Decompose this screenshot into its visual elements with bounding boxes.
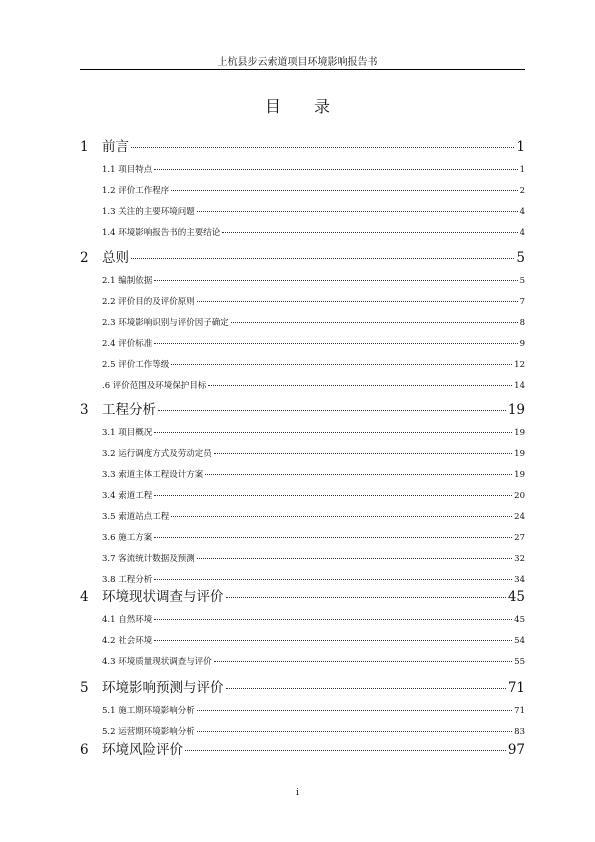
dot-leader: [208, 385, 512, 386]
section-page-number: 34: [514, 575, 525, 585]
section-title: 2.4 评价标准: [102, 339, 153, 349]
toc-chapter-entry[interactable]: [80, 738, 525, 758]
section-title: 1.2 评价工作程序: [102, 186, 170, 196]
toc-section-entry[interactable]: [80, 205, 525, 217]
chapter-title: 环境现状调查与评价: [102, 589, 224, 605]
section-title: 3.1 项目概况: [102, 428, 153, 438]
section-title: 3.5 索道站点工程: [102, 512, 170, 522]
chapter-title: 总则: [102, 250, 129, 266]
section-page-number: 19: [514, 449, 525, 459]
chapter-title: 工程分析: [102, 402, 156, 418]
toc-section-entry[interactable]: [80, 295, 525, 307]
section-page-number: 8: [519, 318, 525, 328]
toc-section-entry[interactable]: [80, 447, 525, 459]
section-title: 2.1 编制依据: [102, 276, 153, 286]
page-number: i: [296, 788, 299, 798]
toc-section-entry[interactable]: [80, 226, 525, 238]
toc-section-entry[interactable]: [80, 613, 525, 625]
dot-leader: [205, 474, 512, 475]
toc-chapter-entry[interactable]: [80, 398, 525, 418]
section-title: .6 评价范围及环境保护目标: [102, 381, 207, 391]
chapter-number: 2: [80, 250, 89, 266]
toc-section-entry[interactable]: [80, 316, 525, 328]
toc-section-entry[interactable]: [80, 573, 525, 585]
dot-leader: [154, 537, 512, 538]
section-page-number: 19: [514, 470, 525, 480]
dot-leader: [131, 147, 514, 148]
section-page-number: 9: [519, 339, 525, 349]
section-page-number: 7: [519, 297, 525, 307]
dot-leader: [131, 258, 514, 259]
section-page-number: 5: [519, 276, 525, 286]
section-page-number: 12: [514, 360, 525, 370]
toc-chapter-entry[interactable]: [80, 676, 525, 696]
section-title: 3.4 索道工程: [102, 491, 153, 501]
section-title: 3.8 工程分析: [102, 575, 153, 585]
dot-leader: [154, 640, 512, 641]
toc-section-entry[interactable]: [80, 704, 525, 716]
dot-leader: [171, 516, 512, 517]
chapter-title: 环境影响预测与评价: [102, 680, 224, 696]
toc-chapter-entry[interactable]: [80, 135, 525, 155]
chapter-title: 环境风险评价: [102, 742, 183, 758]
chapter-page-number: 45: [507, 589, 525, 605]
section-page-number: 14: [514, 381, 525, 391]
dot-leader: [171, 364, 512, 365]
toc-chapter-entry[interactable]: [80, 246, 525, 266]
section-title: 5.1 施工期环境影响分析: [102, 706, 195, 716]
section-page-number: 71: [514, 706, 525, 716]
section-page-number: 55: [514, 657, 525, 667]
dot-leader: [197, 558, 512, 559]
chapter-page-number: 71: [507, 680, 525, 696]
section-title: 1.3 关注的主要环境问题: [102, 207, 195, 217]
section-title: 2.5 评价工作等级: [102, 360, 170, 370]
chapter-number: 1: [80, 139, 89, 155]
section-page-number: 4: [519, 228, 525, 238]
dot-leader: [231, 322, 518, 323]
dot-leader: [154, 343, 517, 344]
dot-leader: [197, 731, 512, 732]
toc-section-entry[interactable]: [80, 337, 525, 349]
running-header: 上杭县步云索道项目环境影响报告书: [217, 57, 378, 68]
section-title: 3.7 客流统计数据及预测: [102, 554, 195, 564]
header-rule: [80, 69, 525, 70]
section-page-number: 45: [514, 615, 525, 625]
toc-section-entry[interactable]: [80, 655, 525, 667]
section-title: 1.1 项目特点: [102, 165, 153, 175]
section-page-number: 32: [514, 554, 525, 564]
chapter-number: 3: [80, 402, 89, 418]
chapter-number: 4: [80, 589, 89, 605]
toc-section-entry[interactable]: [80, 489, 525, 501]
dot-leader: [222, 232, 517, 233]
dot-leader: [197, 211, 518, 212]
section-page-number: 83: [514, 727, 525, 737]
toc-section-entry[interactable]: [80, 552, 525, 564]
chapter-number: 5: [80, 680, 89, 696]
dot-leader: [154, 495, 512, 496]
section-page-number: 1: [519, 165, 525, 175]
toc-section-entry[interactable]: [80, 468, 525, 480]
section-title: 4.1 自然环境: [102, 615, 153, 625]
dot-leader: [214, 453, 512, 454]
dot-leader: [185, 750, 506, 751]
dot-leader: [171, 190, 517, 191]
section-page-number: 20: [514, 491, 525, 501]
toc-section-entry[interactable]: [80, 184, 525, 196]
chapter-page-number: 19: [507, 402, 525, 418]
dot-leader: [197, 301, 518, 302]
dot-leader: [154, 579, 512, 580]
toc-section-entry[interactable]: [80, 510, 525, 522]
toc-section-entry[interactable]: [80, 531, 525, 543]
dot-leader: [154, 619, 512, 620]
section-title: 1.4 环境影响报告书的主要结论: [102, 228, 221, 238]
dot-leader: [154, 169, 517, 170]
dot-leader: [226, 597, 506, 598]
chapter-page-number: 97: [507, 742, 525, 758]
toc-section-entry[interactable]: [80, 163, 525, 175]
section-page-number: 4: [519, 207, 525, 217]
dot-leader: [226, 688, 506, 689]
section-title: 2.2 评价目的及评价原则: [102, 297, 195, 307]
section-page-number: 54: [514, 636, 525, 646]
section-title: 2.3 环境影响识别与评价因子确定: [102, 318, 229, 328]
section-page-number: 19: [514, 428, 525, 438]
toc-section-entry[interactable]: [80, 634, 525, 646]
toc-section-entry[interactable]: [80, 426, 525, 438]
section-title: 3.3 索道主体工程设计方案: [102, 470, 204, 480]
toc-chapter-entry[interactable]: [80, 585, 525, 605]
dot-leader: [154, 280, 517, 281]
toc-section-entry[interactable]: [80, 274, 525, 286]
section-page-number: 24: [514, 512, 525, 522]
chapter-page-number: 5: [516, 250, 525, 266]
section-title: 4.3 环境质量现状调查与评价: [102, 657, 212, 667]
chapter-number: 6: [80, 742, 89, 758]
section-page-number: 2: [519, 186, 525, 196]
section-title: 5.2 运营期环境影响分析: [102, 727, 195, 737]
chapter-page-number: 1: [516, 139, 525, 155]
section-title: 4.2 社会环境: [102, 636, 153, 646]
toc-section-entry[interactable]: [80, 725, 525, 737]
section-title: 3.2 运行调度方式及劳动定员: [102, 449, 212, 459]
dot-leader: [158, 410, 506, 411]
toc-title: 目 录: [264, 97, 345, 116]
toc-section-entry[interactable]: [80, 379, 525, 391]
dot-leader: [214, 661, 512, 662]
section-title: 3.6 施工方案: [102, 533, 153, 543]
section-page-number: 27: [514, 533, 525, 543]
chapter-title: 前言: [102, 139, 129, 155]
dot-leader: [197, 710, 512, 711]
dot-leader: [154, 432, 512, 433]
toc-section-entry[interactable]: [80, 358, 525, 370]
